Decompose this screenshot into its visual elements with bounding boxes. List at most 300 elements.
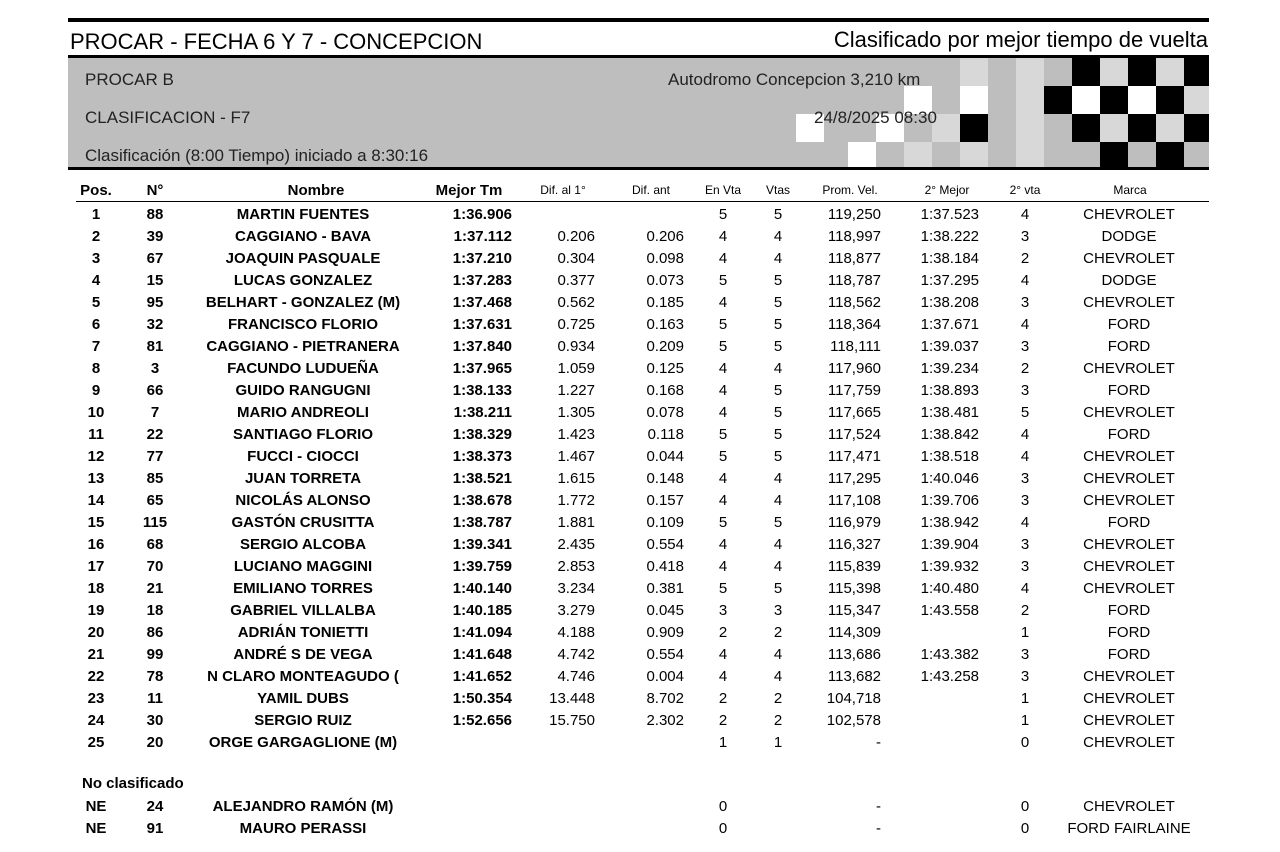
table-cell: 0.118 — [647, 426, 684, 443]
table-cell: 8 — [91, 360, 101, 377]
flag-tile — [1100, 58, 1128, 86]
not-classified-cell: NE — [85, 798, 107, 815]
table-cell: 2.853 — [557, 558, 595, 575]
table-cell: CHEVROLET — [1083, 294, 1175, 311]
table-cell: 113,686 — [827, 646, 881, 663]
table-cell: 0.206 — [557, 228, 595, 245]
table-cell: 4 — [1020, 426, 1030, 443]
table-cell: 1:37.631 — [452, 316, 512, 333]
table-cell: 3 — [1020, 382, 1030, 399]
table-cell: CHEVROLET — [1083, 734, 1175, 751]
column-header: Pos. — [80, 182, 112, 199]
table-cell: 1 — [1020, 690, 1030, 707]
table-cell: 0.044 — [646, 448, 684, 465]
table-cell: 7 — [91, 338, 101, 355]
table-cell: 7 — [150, 404, 160, 421]
table-cell: 5 — [773, 316, 783, 333]
table-cell: 15.750 — [549, 712, 595, 729]
table-cell: 5 — [718, 316, 728, 333]
flag-tile — [960, 58, 988, 86]
table-cell: 13 — [87, 470, 105, 487]
table-cell: NICOLÁS ALONSO — [235, 492, 371, 509]
circuit-label: Autodromo Concepcion 3,210 km — [668, 70, 921, 89]
table-cell: 4 — [718, 360, 728, 377]
not-classified-cell: ALEJANDRO RAMÓN (M) — [212, 798, 394, 815]
table-cell: CAGGIANO - PIETRANERA — [206, 338, 400, 355]
table-cell: 0.163 — [646, 316, 684, 333]
table-cell: 4 — [773, 228, 783, 245]
table-cell: 2 — [718, 690, 728, 707]
table-cell: 4 — [718, 668, 728, 685]
table-cell: - — [876, 734, 881, 751]
table-cell: 4 — [91, 272, 101, 289]
table-cell: 1:39.234 — [920, 360, 979, 377]
table-cell: 0.185 — [646, 294, 684, 311]
page-subtitle: Clasificado por mejor tiempo de vuelta — [833, 27, 1208, 52]
table-cell: 4.746 — [557, 668, 595, 685]
table-cell: 1 — [91, 206, 101, 223]
table-cell: 5 — [1020, 404, 1030, 421]
table-cell: 1:40.185 — [452, 602, 512, 619]
table-cell: 2 — [718, 624, 728, 641]
table-cell: N CLARO MONTEAGUDO ( — [207, 668, 399, 685]
table-cell: 118,364 — [827, 316, 881, 333]
table-cell: FORD — [1107, 602, 1151, 619]
category-label: PROCAR B — [85, 70, 174, 89]
table-cell: 1:40.046 — [920, 470, 979, 487]
table-cell: 1:38.208 — [920, 294, 979, 311]
flag-tile — [1128, 58, 1156, 86]
table-cell: 5 — [718, 514, 728, 531]
session-detail: Clasificación (8:00 Tiempo) iniciado a 8:30:16 — [85, 146, 429, 165]
table-cell: 19 — [87, 602, 105, 619]
table-cell: 3 — [1020, 294, 1030, 311]
table-cell: 1.772 — [557, 492, 595, 509]
table-cell: ANDRÉ S DE VEGA — [233, 646, 373, 663]
flag-tile — [1016, 58, 1044, 86]
table-cell: 1:38.222 — [920, 228, 979, 245]
table-cell: 95 — [146, 294, 164, 311]
table-cell: 0.209 — [646, 338, 684, 355]
table-cell: 21 — [146, 580, 164, 597]
flag-tile — [960, 114, 988, 142]
table-cell: 1 — [773, 734, 783, 751]
table-cell: 1:38.211 — [453, 404, 512, 421]
flag-tile — [1184, 114, 1209, 142]
table-cell: 99 — [146, 646, 164, 663]
table-cell: 117,471 — [827, 448, 881, 465]
table-cell: 4.188 — [557, 624, 595, 641]
table-cell: 0.125 — [646, 360, 684, 377]
not-classified-cell: - — [876, 798, 881, 815]
not-classified-cell: FORD FAIRLAINE — [1067, 820, 1191, 837]
table-cell: 30 — [146, 712, 164, 729]
table-cell: 1:38.942 — [920, 514, 979, 531]
table-cell: 117,665 — [827, 404, 881, 421]
table-cell: 118,877 — [827, 250, 881, 267]
table-cell: 5 — [773, 426, 783, 443]
not-classified-cell: 91 — [146, 820, 164, 837]
not-classified-cell: 24 — [146, 798, 164, 815]
session-label: CLASIFICACION - F7 — [85, 108, 251, 127]
table-cell: 3 — [91, 250, 101, 267]
table-cell: 1:37.295 — [920, 272, 979, 289]
table-cell: 1:38.787 — [452, 514, 512, 531]
table-cell: GABRIEL VILLALBA — [230, 602, 376, 619]
table-cell: CHEVROLET — [1083, 712, 1175, 729]
table-cell: 20 — [87, 624, 105, 641]
table-cell: 2 — [1020, 360, 1030, 377]
table-cell: 4 — [1020, 514, 1030, 531]
flag-tile — [1100, 142, 1128, 170]
table-cell: 4 — [1020, 448, 1030, 465]
table-cell: 5 — [773, 338, 783, 355]
table-cell: 4 — [773, 250, 783, 267]
table-cell: 10 — [87, 404, 105, 421]
table-cell: 1:38.893 — [920, 382, 979, 399]
table-cell: 1:39.037 — [920, 338, 979, 355]
table-cell: 70 — [146, 558, 164, 575]
flag-tile — [1156, 58, 1184, 86]
table-cell: 0.377 — [557, 272, 595, 289]
table-cell: 1:38.842 — [920, 426, 979, 443]
table-cell: 1:50.354 — [452, 690, 512, 707]
table-cell: CAGGIANO - BAVA — [234, 228, 372, 245]
table-cell: 1 — [1020, 712, 1030, 729]
table-cell: SERGIO ALCOBA — [239, 536, 367, 553]
column-header: Dif. al 1° — [540, 183, 586, 197]
table-cell: MARTIN FUENTES — [236, 206, 370, 223]
table-cell: 16 — [87, 536, 105, 553]
table-cell: 3 — [1020, 492, 1030, 509]
table-cell: LUCAS GONZALEZ — [233, 272, 373, 289]
table-cell: 1.467 — [557, 448, 595, 465]
table-cell: 2 — [1020, 602, 1030, 619]
table-cell: 1:38.678 — [452, 492, 512, 509]
table-cell: 1:37.523 — [920, 206, 979, 223]
column-header: Prom. Vel. — [822, 183, 878, 197]
table-cell: 4 — [718, 492, 728, 509]
table-cell: 0.073 — [646, 272, 684, 289]
table-cell: 1:36.906 — [452, 206, 512, 223]
table-cell: 4.742 — [557, 646, 595, 663]
header-rule — [76, 201, 1209, 202]
table-cell: ADRIÁN TONIETTI — [237, 624, 369, 641]
table-cell: 5 — [773, 272, 783, 289]
table-cell: 115 — [142, 514, 168, 531]
flag-tile — [1100, 86, 1128, 114]
table-cell: 118,111 — [830, 338, 881, 355]
table-cell: 4 — [718, 646, 728, 663]
not-classified-cell: 0 — [718, 798, 728, 815]
table-cell: 115,398 — [827, 580, 881, 597]
table-cell: 8.702 — [646, 690, 684, 707]
table-cell: GUIDO RANGUGNI — [235, 382, 371, 399]
table-cell: 117,524 — [827, 426, 881, 443]
table-cell: 4 — [718, 250, 728, 267]
flag-tile — [1016, 114, 1044, 142]
table-cell: 11 — [88, 426, 104, 443]
flag-tile — [1016, 142, 1044, 170]
table-cell: 24 — [87, 712, 105, 729]
table-cell: 1:37.468 — [452, 294, 512, 311]
table-cell: 4 — [773, 360, 783, 377]
table-cell: 1:41.648 — [452, 646, 512, 663]
table-cell: CHEVROLET — [1083, 668, 1175, 685]
table-cell: FORD — [1107, 426, 1151, 443]
not-classified-cell: CHEVROLET — [1083, 798, 1175, 815]
table-cell: FORD — [1107, 514, 1151, 531]
table-cell: 1:37.210 — [452, 250, 512, 267]
table-cell: 13.448 — [549, 690, 595, 707]
table-cell: 1:43.558 — [920, 602, 979, 619]
table-cell: 2 — [718, 712, 728, 729]
table-cell: 0.934 — [557, 338, 595, 355]
table-cell: 3 — [1020, 646, 1030, 663]
table-cell: FORD — [1107, 338, 1151, 355]
table-cell: CHEVROLET — [1083, 250, 1175, 267]
table-cell: CHEVROLET — [1083, 558, 1175, 575]
table-cell: 18 — [87, 580, 105, 597]
table-cell: 86 — [146, 624, 164, 641]
table-cell: 4 — [1020, 316, 1030, 333]
flag-tile — [1072, 114, 1100, 142]
table-cell: 5 — [773, 382, 783, 399]
table-cell: 118,562 — [827, 294, 881, 311]
table-cell: 18 — [146, 602, 164, 619]
table-cell: 4 — [1020, 206, 1030, 223]
table-cell: DODGE — [1101, 272, 1157, 289]
not-classified-cell: NE — [85, 820, 107, 837]
column-header: Mejor Tm — [435, 182, 503, 199]
table-cell: DODGE — [1101, 228, 1157, 245]
table-cell: CHEVROLET — [1083, 206, 1175, 223]
table-cell: CHEVROLET — [1083, 690, 1175, 707]
table-cell: 5 — [91, 294, 101, 311]
flag-tile — [1156, 86, 1184, 114]
table-cell: 118,787 — [827, 272, 881, 289]
table-cell: MARIO ANDREOLI — [237, 404, 369, 421]
table-cell: 1:37.283 — [452, 272, 512, 289]
table-cell: 3 — [1020, 470, 1030, 487]
table-cell: 118,997 — [827, 228, 881, 245]
column-header: En Vta — [704, 183, 742, 197]
table-cell: 0.381 — [646, 580, 684, 597]
table-cell: 1:43.258 — [920, 668, 979, 685]
table-cell: 65 — [146, 492, 164, 509]
table-cell: 1.227 — [557, 382, 595, 399]
not-classified-heading: No clasificado — [82, 775, 184, 792]
flag-tile — [960, 142, 988, 170]
page-title: PROCAR - FECHA 6 Y 7 - CONCEPCION — [70, 29, 483, 54]
table-cell: 78 — [146, 668, 164, 685]
table-cell: 2 — [773, 712, 783, 729]
table-cell: 23 — [87, 690, 105, 707]
table-cell: 0.168 — [646, 382, 684, 399]
table-cell: 4 — [718, 294, 728, 311]
table-cell: CHEVROLET — [1083, 536, 1175, 553]
table-cell: 81 — [146, 338, 164, 355]
table-cell: 1 — [1020, 624, 1030, 641]
table-cell: 1:41.094 — [452, 624, 512, 641]
table-cell: 5 — [773, 448, 783, 465]
table-cell: 1:39.706 — [920, 492, 979, 509]
table-cell: 115,347 — [827, 602, 881, 619]
table-cell: 5 — [773, 404, 783, 421]
table-cell: 116,979 — [827, 514, 881, 531]
table-cell: FORD — [1107, 646, 1151, 663]
column-header: Nombre — [287, 182, 345, 199]
table-cell: 3 — [1020, 536, 1030, 553]
flag-tile — [960, 86, 988, 114]
table-cell: 113,682 — [827, 668, 881, 685]
table-cell: 1:38.481 — [920, 404, 979, 421]
table-cell: 119,250 — [827, 206, 881, 223]
table-cell: 1:39.759 — [452, 558, 512, 575]
table-cell: 0.078 — [646, 404, 684, 421]
table-cell: 0.554 — [646, 646, 684, 663]
table-cell: 4 — [773, 492, 783, 509]
table-cell: 1:40.480 — [920, 580, 979, 597]
table-cell: 1:41.652 — [452, 668, 512, 685]
table-cell: GASTÓN CRUSITTA — [231, 514, 375, 531]
table-cell: 3.234 — [557, 580, 595, 597]
table-cell: 2.302 — [646, 712, 684, 729]
column-header: Dif. ant — [631, 183, 671, 197]
table-cell: CHEVROLET — [1083, 492, 1175, 509]
table-cell: 4 — [773, 646, 783, 663]
table-cell: 1 — [718, 734, 728, 751]
table-cell: 1.881 — [557, 514, 595, 531]
flag-tile — [1128, 114, 1156, 142]
table-cell: 2 — [91, 228, 101, 245]
table-cell: FORD — [1107, 624, 1151, 641]
table-cell: 4 — [1020, 580, 1030, 597]
table-cell: 3 — [1020, 558, 1030, 575]
table-cell: 0.206 — [646, 228, 684, 245]
table-cell: CHEVROLET — [1083, 448, 1175, 465]
table-cell: 1:40.140 — [452, 580, 512, 597]
not-classified-cell: 0 — [718, 820, 728, 837]
table-cell: FRANCISCO FLORIO — [228, 316, 378, 333]
table-cell: SERGIO RUIZ — [254, 712, 352, 729]
table-cell: 67 — [146, 250, 164, 267]
table-cell: CHEVROLET — [1083, 360, 1175, 377]
table-cell: 0.148 — [646, 470, 684, 487]
table-cell: 1:38.521 — [452, 470, 512, 487]
table-cell: 104,718 — [826, 690, 881, 707]
flag-tile — [1072, 58, 1100, 86]
table-cell: 5 — [773, 294, 783, 311]
table-cell: 1:37.840 — [452, 338, 512, 355]
table-cell: 0.725 — [557, 316, 595, 333]
table-cell: 5 — [773, 206, 783, 223]
table-cell: 32 — [146, 316, 164, 333]
table-cell: 9 — [91, 382, 101, 399]
table-cell: 1:38.184 — [920, 250, 979, 267]
table-cell: 39 — [146, 228, 164, 245]
session-info-band — [68, 55, 1209, 170]
table-cell: 102,578 — [826, 712, 881, 729]
table-cell: 1:39.904 — [920, 536, 979, 553]
flag-tile — [1100, 114, 1128, 142]
table-cell: 1:43.382 — [920, 646, 979, 663]
table-cell: 14 — [87, 492, 105, 509]
table-cell: EMILIANO TORRES — [233, 580, 373, 597]
table-cell: 88 — [146, 206, 164, 223]
table-cell: 1:38.518 — [920, 448, 979, 465]
table-cell: 1.305 — [557, 404, 595, 421]
table-cell: 1:39.932 — [920, 558, 979, 575]
table-cell: 116,327 — [827, 536, 881, 553]
flag-tile — [1072, 86, 1100, 114]
table-cell: 25 — [87, 734, 105, 751]
table-cell: 22 — [87, 668, 105, 685]
table-cell: 0.098 — [646, 250, 684, 267]
table-cell: 1:38.329 — [452, 426, 512, 443]
table-cell: 2 — [1020, 250, 1030, 267]
table-cell: 4 — [773, 668, 783, 685]
table-cell: CHEVROLET — [1083, 470, 1175, 487]
table-cell: YAMIL DUBS — [257, 690, 349, 707]
table-cell: 0.045 — [646, 602, 684, 619]
column-header: N° — [146, 182, 164, 199]
table-cell: 68 — [146, 536, 164, 553]
table-cell: 1.423 — [557, 426, 595, 443]
table-cell: FORD — [1107, 382, 1151, 399]
table-cell: BELHART - GONZALEZ (M) — [205, 294, 401, 311]
table-cell: 3 — [718, 602, 728, 619]
flag-tile — [1184, 86, 1209, 114]
table-cell: 6 — [91, 316, 101, 333]
table-cell: 2 — [773, 624, 783, 641]
not-classified-cell: MAURO PERASSI — [239, 820, 367, 837]
table-cell: 117,960 — [827, 360, 881, 377]
table-cell: FUCCI - CIOCCI — [247, 448, 359, 465]
not-classified-cell: - — [876, 820, 881, 837]
table-cell: 2.435 — [557, 536, 595, 553]
table-cell: 5 — [718, 272, 728, 289]
table-cell: 0.004 — [646, 668, 684, 685]
table-cell: 3 — [1020, 338, 1030, 355]
table-cell: 4 — [773, 470, 783, 487]
table-cell: 20 — [146, 734, 164, 751]
table-cell: JUAN TORRETA — [244, 470, 362, 487]
table-cell: 85 — [146, 470, 164, 487]
table-cell: 1:37.965 — [452, 360, 512, 377]
table-cell: 117,295 — [827, 470, 881, 487]
table-cell: 21 — [87, 646, 105, 663]
table-cell: 1:38.133 — [452, 382, 512, 399]
table-cell: 4 — [718, 558, 728, 575]
table-cell: 4 — [718, 228, 728, 245]
column-header: 2° vta — [1009, 183, 1041, 197]
table-cell: 1:37.671 — [920, 316, 979, 333]
column-header: Vtas — [765, 183, 791, 197]
flag-tile — [1156, 114, 1184, 142]
table-cell: 5 — [718, 206, 728, 223]
table-cell: 2 — [773, 690, 783, 707]
table-cell: 3 — [773, 602, 783, 619]
table-cell: 0.418 — [646, 558, 684, 575]
table-cell: 0.562 — [557, 294, 595, 311]
table-cell: 5 — [718, 426, 728, 443]
flag-tile — [848, 142, 876, 170]
top-rule — [68, 18, 1209, 22]
table-cell: 66 — [146, 382, 164, 399]
table-cell: 4 — [1020, 272, 1030, 289]
table-cell: 4 — [718, 536, 728, 553]
